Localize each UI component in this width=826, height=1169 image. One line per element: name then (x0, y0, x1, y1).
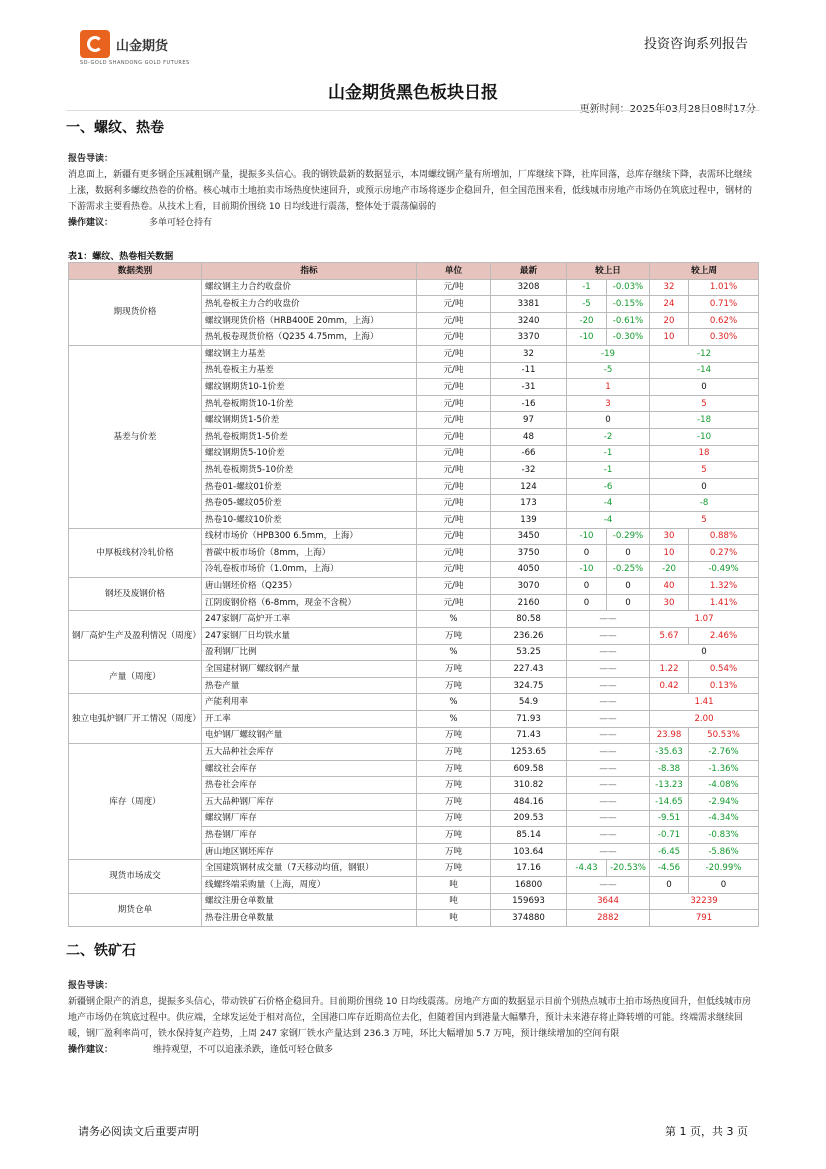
day-change-cell: -10 (567, 528, 607, 545)
unit-cell: 元/吨 (417, 495, 491, 512)
latest-cell: 53.25 (491, 644, 567, 661)
week-change-cell: -18 (650, 412, 759, 429)
category-cell: 基差与价差 (69, 345, 202, 528)
day-change-cell: 1 (567, 379, 650, 396)
week-change-pct-cell: 1.01% (689, 279, 759, 296)
unit-cell: 万吨 (417, 677, 491, 694)
table-row (69, 744, 759, 761)
category-cell: 钢坯及废钢价格 (69, 578, 202, 611)
indicator-cell: 全国建筑钢材成交量（7天移动均值，钢银） (202, 860, 417, 877)
indicator-cell: 螺纹钢主力基差 (202, 345, 417, 362)
day-change-cell: —— (567, 744, 650, 761)
table-row (69, 661, 759, 678)
day-change-cell: —— (567, 661, 650, 678)
indicator-cell: 热卷注册仓单数量 (202, 910, 417, 927)
day-change-pct-cell: 0 (607, 578, 650, 595)
indicator-cell: 热卷社会库存 (202, 777, 417, 794)
day-change-cell: 0 (567, 545, 607, 562)
latest-cell: 17.16 (491, 860, 567, 877)
indicator-cell: 热轧卷板主力基差 (202, 362, 417, 379)
week-change-pct-cell: 50.53% (689, 727, 759, 744)
week-change-cell: 18 (650, 445, 759, 462)
unit-cell: % (417, 694, 491, 711)
day-change-cell: 3 (567, 395, 650, 412)
indicator-cell: 247家钢厂日均铁水量 (202, 628, 417, 645)
table-row (69, 279, 759, 296)
indicator-cell: 螺纹钢厂库存 (202, 810, 417, 827)
indicator-cell: 热轧卷板主力合约收盘价 (202, 296, 417, 313)
week-change-cell: -13.23 (650, 777, 689, 794)
day-change-cell: -5 (567, 362, 650, 379)
category-cell: 中厚板线材冷轧价格 (69, 528, 202, 578)
day-change-cell: -4.43 (567, 860, 607, 877)
unit-cell: 元/吨 (417, 428, 491, 445)
table-row (69, 528, 759, 545)
latest-cell: 16800 (491, 876, 567, 893)
unit-cell: 元/吨 (417, 312, 491, 329)
indicator-cell: 热卷钢厂库存 (202, 827, 417, 844)
latest-cell: 80.58 (491, 611, 567, 628)
latest-cell: 4050 (491, 561, 567, 578)
latest-cell: 32 (491, 345, 567, 362)
week-change-pct-cell: 1.41% (689, 594, 759, 611)
indicator-cell: 螺纹钢主力合约收盘价 (202, 279, 417, 296)
latest-cell: 85.14 (491, 827, 567, 844)
week-change-cell: 791 (650, 910, 759, 927)
day-change-cell: -5 (567, 296, 607, 313)
unit-cell: 万吨 (417, 727, 491, 744)
latest-cell: 173 (491, 495, 567, 512)
day-change-cell: 3644 (567, 893, 650, 910)
table-header-row (69, 263, 759, 280)
unit-cell: 元/吨 (417, 362, 491, 379)
table-caption: 表1：螺纹、热卷相关数据 (68, 252, 174, 262)
week-change-pct-cell: 2.46% (689, 628, 759, 645)
header-vs-prev-week: 较上周 (650, 263, 759, 280)
logo-text: 山金期货 (116, 38, 169, 54)
week-change-pct-cell: 1.32% (689, 578, 759, 595)
unit-cell: 元/吨 (417, 561, 491, 578)
week-change-cell: 23.98 (650, 727, 689, 744)
unit-cell: 万吨 (417, 843, 491, 860)
category-cell: 产量（周度） (69, 661, 202, 694)
category-cell: 期现货价格 (69, 279, 202, 345)
week-change-pct-cell: 0.71% (689, 296, 759, 313)
unit-cell: 吨 (417, 910, 491, 927)
latest-cell: 484.16 (491, 794, 567, 811)
page-number: 第 1 页，共 3 页 (665, 1125, 748, 1138)
latest-cell: 3208 (491, 279, 567, 296)
week-change-pct-cell: -1.36% (689, 760, 759, 777)
advice-label: 操作建议： (68, 1045, 114, 1055)
unit-cell: 万吨 (417, 777, 491, 794)
day-change-cell: —— (567, 677, 650, 694)
week-change-cell: -8.38 (650, 760, 689, 777)
indicator-cell: 盈利钢厂比例 (202, 644, 417, 661)
latest-cell: 3370 (491, 329, 567, 346)
latest-cell: 48 (491, 428, 567, 445)
week-change-cell: -8 (650, 495, 759, 512)
unit-cell: 元/吨 (417, 478, 491, 495)
latest-cell: -16 (491, 395, 567, 412)
day-change-pct-cell: -0.25% (607, 561, 650, 578)
page-title: 山金期货黑色板块日报 (328, 83, 498, 103)
day-change-cell: 0 (567, 594, 607, 611)
day-change-cell: -4 (567, 495, 650, 512)
unit-cell: 元/吨 (417, 279, 491, 296)
week-change-cell: -0.71 (650, 827, 689, 844)
table-row (69, 893, 759, 910)
guide-text: 新疆钢企限产的消息，提振多头信心，带动铁矿石价格企稳回升。目前期价围绕 10 日均线震荡。房地产方面的数据显示目前个别热点城市土拍市场热度回升，但低线城市房地产市场仍在筑底过程中。供应端，全球发运处于相对高位，全国港口库存近期高位去化，但随着国内到港量大幅攀升，预计未来港存将止降转增的可能。终端需求继续回暖，钢厂盈利率尚可，铁水保持复产趋势，上周 247 家钢厂铁水产量达到 236.3 万吨，环比大幅增加 5.7 万吨，预计继续增加的空间有限 (68, 997, 752, 1039)
section-heading-iron-ore: 二、铁矿石 (66, 943, 136, 959)
day-change-cell: —— (567, 827, 650, 844)
unit-cell: 万吨 (417, 661, 491, 678)
indicator-cell: 螺纹钢期货10-1价差 (202, 379, 417, 396)
day-change-pct-cell: -0.29% (607, 528, 650, 545)
indicator-cell: 五大品种钢厂库存 (202, 794, 417, 811)
rebar-coil-data-table (68, 262, 759, 927)
indicator-cell: 普碳中板市场价（8mm，上海） (202, 545, 417, 562)
indicator-cell: 电炉钢厂螺纹钢产量 (202, 727, 417, 744)
week-change-cell: 1.07 (650, 611, 759, 628)
category-cell: 现货市场成交 (69, 860, 202, 893)
week-change-pct-cell: 0.13% (689, 677, 759, 694)
table-row (69, 694, 759, 711)
header-category: 数据类别 (69, 263, 202, 280)
week-change-cell: 1.41 (650, 694, 759, 711)
week-change-pct-cell: -0.83% (689, 827, 759, 844)
week-change-cell: 0 (650, 379, 759, 396)
unit-cell: 元/吨 (417, 545, 491, 562)
week-change-cell: 10 (650, 329, 689, 346)
unit-cell: 万吨 (417, 628, 491, 645)
indicator-cell: 开工率 (202, 711, 417, 728)
week-change-cell: -10 (650, 428, 759, 445)
table-row (69, 578, 759, 595)
unit-cell: 万吨 (417, 827, 491, 844)
unit-cell: 元/吨 (417, 345, 491, 362)
indicator-cell: 热轧卷板期货1-5价差 (202, 428, 417, 445)
latest-cell: 3070 (491, 578, 567, 595)
day-change-cell: -4 (567, 511, 650, 528)
week-change-pct-cell: -20.99% (689, 860, 759, 877)
week-change-pct-cell: 0.62% (689, 312, 759, 329)
header-indicator: 指标 (202, 263, 417, 280)
category-cell: 期货仓单 (69, 893, 202, 926)
day-change-cell: —— (567, 876, 650, 893)
week-change-cell: 0 (650, 644, 759, 661)
table-row (69, 345, 759, 362)
latest-cell: 310.82 (491, 777, 567, 794)
week-change-cell: -14 (650, 362, 759, 379)
table-row (69, 611, 759, 628)
week-change-pct-cell: 0.54% (689, 661, 759, 678)
day-change-cell: —— (567, 777, 650, 794)
unit-cell: 吨 (417, 876, 491, 893)
latest-cell: 227.43 (491, 661, 567, 678)
latest-cell: 71.93 (491, 711, 567, 728)
day-change-cell: -19 (567, 345, 650, 362)
unit-cell: 元/吨 (417, 296, 491, 313)
week-change-cell: 20 (650, 312, 689, 329)
section-heading-rebar: 一、螺纹、热卷 (66, 120, 164, 136)
category-cell: 库存（周度） (69, 744, 202, 860)
unit-cell: 吨 (417, 893, 491, 910)
latest-cell: -31 (491, 379, 567, 396)
day-change-cell: —— (567, 794, 650, 811)
indicator-cell: 热卷10-螺纹10价差 (202, 511, 417, 528)
indicator-cell: 全国建材钢厂螺纹钢产量 (202, 661, 417, 678)
week-change-cell: 5 (650, 462, 759, 479)
day-change-pct-cell: -20.53% (607, 860, 650, 877)
advice-label: 操作建议： (68, 218, 114, 228)
update-time: 更新时间：2025年03月28日08时17分 (579, 104, 756, 115)
unit-cell: 万吨 (417, 810, 491, 827)
report-series: 投资咨询系列报告 (643, 37, 748, 52)
day-change-cell: -20 (567, 312, 607, 329)
unit-cell: 元/吨 (417, 578, 491, 595)
latest-cell: -11 (491, 362, 567, 379)
latest-cell: 374880 (491, 910, 567, 927)
table-row (69, 860, 759, 877)
week-change-cell: -9.51 (650, 810, 689, 827)
week-change-cell: 32239 (650, 893, 759, 910)
latest-cell: 54.9 (491, 694, 567, 711)
indicator-cell: 线螺终端采购量（上海，周度） (202, 876, 417, 893)
logo-mark-icon (80, 30, 110, 58)
day-change-cell: -1 (567, 445, 650, 462)
day-change-cell: —— (567, 711, 650, 728)
unit-cell: 元/吨 (417, 329, 491, 346)
guide-label: 报告导读： (68, 981, 114, 991)
latest-cell: -32 (491, 462, 567, 479)
week-change-pct-cell: -5.86% (689, 843, 759, 860)
category-cell: 独立电弧炉钢厂开工情况（周度） (69, 694, 202, 744)
unit-cell: 元/吨 (417, 511, 491, 528)
indicator-cell: 产能利用率 (202, 694, 417, 711)
week-change-pct-cell: 0 (689, 876, 759, 893)
week-change-cell: 24 (650, 296, 689, 313)
guide-label: 报告导读： (68, 154, 114, 164)
indicator-cell: 热轧板卷现货价格（Q235 4.75mm，上海） (202, 329, 417, 346)
unit-cell: % (417, 611, 491, 628)
day-change-cell: 2882 (567, 910, 650, 927)
unit-cell: 元/吨 (417, 412, 491, 429)
week-change-cell: 40 (650, 578, 689, 595)
indicator-cell: 螺纹钢现货价格（HRB400E 20mm，上海） (202, 312, 417, 329)
unit-cell: 元/吨 (417, 528, 491, 545)
day-change-pct-cell: 0 (607, 594, 650, 611)
guide-text: 消息面上，新疆有更多钢企压减粗钢产量，提振多头信心。我的钢铁最新的数据显示，本周螺纹钢产量有所增加，厂库继续下降，社库回落，总库存继续下降，表需环比继续上涨，数据利多螺纹热卷的价格。核心城市土地拍卖市场热度快速回升，或预示房地产市场将逐步企稳回升，但全国范围来看，低线城市房地产市场仍在筑底过程中，钢材的下游需求主要看热卷。从技术上看，目前期价围绕 10 日均线进行震荡，整体处于震荡偏弱的 (68, 170, 753, 212)
indicator-cell: 热卷01-螺纹01价差 (202, 478, 417, 495)
week-change-cell: 30 (650, 528, 689, 545)
day-change-cell: —— (567, 760, 650, 777)
week-change-cell: -4.56 (650, 860, 689, 877)
day-change-pct-cell: -0.15% (607, 296, 650, 313)
day-change-cell: —— (567, 628, 650, 645)
latest-cell: 2160 (491, 594, 567, 611)
week-change-cell: 0 (650, 876, 689, 893)
indicator-cell: 热轧卷板期货10-1价差 (202, 395, 417, 412)
indicator-cell: 螺纹钢期货1-5价差 (202, 412, 417, 429)
day-change-cell: 0 (567, 578, 607, 595)
day-change-cell: -6 (567, 478, 650, 495)
advice-text: 维持观望，不可以追涨杀跌，逢低可轻仓做多 (153, 1045, 334, 1055)
week-change-cell: 2.00 (650, 711, 759, 728)
latest-cell: 3240 (491, 312, 567, 329)
indicator-cell: 热卷产量 (202, 677, 417, 694)
day-change-pct-cell: 0 (607, 545, 650, 562)
week-change-cell: 0 (650, 478, 759, 495)
week-change-cell: -35.63 (650, 744, 689, 761)
week-change-pct-cell: 0.27% (689, 545, 759, 562)
report-guide-rebar (68, 151, 758, 231)
unit-cell: 元/吨 (417, 594, 491, 611)
indicator-cell: 螺纹社会库存 (202, 760, 417, 777)
day-change-cell: -1 (567, 462, 650, 479)
day-change-cell: —— (567, 810, 650, 827)
report-guide-iron-ore (68, 978, 758, 1058)
latest-cell: 1253.65 (491, 744, 567, 761)
latest-cell: 3750 (491, 545, 567, 562)
latest-cell: 209.53 (491, 810, 567, 827)
unit-cell: 元/吨 (417, 395, 491, 412)
unit-cell: 万吨 (417, 794, 491, 811)
week-change-pct-cell: -4.08% (689, 777, 759, 794)
category-cell: 钢厂高炉生产及盈利情况（周度） (69, 611, 202, 661)
day-change-cell: -1 (567, 279, 607, 296)
latest-cell: -66 (491, 445, 567, 462)
latest-cell: 3381 (491, 296, 567, 313)
unit-cell: 万吨 (417, 744, 491, 761)
week-change-pct-cell: -2.94% (689, 794, 759, 811)
week-change-cell: 5 (650, 511, 759, 528)
week-change-pct-cell: 0.88% (689, 528, 759, 545)
header-vs-prev-day: 较上日 (567, 263, 650, 280)
week-change-cell: 5.67 (650, 628, 689, 645)
week-change-pct-cell: -4.34% (689, 810, 759, 827)
day-change-pct-cell: -0.30% (607, 329, 650, 346)
day-change-cell: -2 (567, 428, 650, 445)
indicator-cell: 热轧卷板期货5-10价差 (202, 462, 417, 479)
week-change-cell: -20 (650, 561, 689, 578)
logo-subtitle: SD-GOLD SHANDONG GOLD FUTURES (80, 60, 190, 66)
indicator-cell: 热卷05-螺纹05价差 (202, 495, 417, 512)
header-unit: 单位 (417, 263, 491, 280)
indicator-cell: 螺纹钢期货5-10价差 (202, 445, 417, 462)
week-change-cell: -14.65 (650, 794, 689, 811)
header-divider (66, 110, 760, 111)
latest-cell: 124 (491, 478, 567, 495)
day-change-cell: —— (567, 727, 650, 744)
day-change-cell: —— (567, 694, 650, 711)
week-change-cell: -12 (650, 345, 759, 362)
latest-cell: 324.75 (491, 677, 567, 694)
day-change-cell: —— (567, 611, 650, 628)
indicator-cell: 江阴废钢价格（6-8mm，现金不含税） (202, 594, 417, 611)
latest-cell: 139 (491, 511, 567, 528)
latest-cell: 103.64 (491, 843, 567, 860)
day-change-cell: —— (567, 843, 650, 860)
day-change-cell: -10 (567, 329, 607, 346)
week-change-cell: 0.42 (650, 677, 689, 694)
unit-cell: 元/吨 (417, 462, 491, 479)
unit-cell: % (417, 644, 491, 661)
week-change-cell: 5 (650, 395, 759, 412)
unit-cell: 元/吨 (417, 445, 491, 462)
indicator-cell: 冷轧卷板市场价（1.0mm，上海） (202, 561, 417, 578)
latest-cell: 236.26 (491, 628, 567, 645)
day-change-cell: 0 (567, 412, 650, 429)
company-logo (80, 30, 168, 58)
week-change-cell: -6.45 (650, 843, 689, 860)
footer-disclaimer: 请务必阅读文后重要声明 (78, 1125, 199, 1138)
week-change-pct-cell: -0.49% (689, 561, 759, 578)
indicator-cell: 唐山地区钢坯库存 (202, 843, 417, 860)
indicator-cell: 线材市场价（HPB300 6.5mm，上海） (202, 528, 417, 545)
week-change-cell: 10 (650, 545, 689, 562)
day-change-pct-cell: -0.03% (607, 279, 650, 296)
unit-cell: 万吨 (417, 860, 491, 877)
latest-cell: 609.58 (491, 760, 567, 777)
week-change-pct-cell: 0.30% (689, 329, 759, 346)
week-change-pct-cell: -2.76% (689, 744, 759, 761)
day-change-pct-cell: -0.61% (607, 312, 650, 329)
unit-cell: % (417, 711, 491, 728)
indicator-cell: 247家钢厂高炉开工率 (202, 611, 417, 628)
latest-cell: 3450 (491, 528, 567, 545)
day-change-cell: -10 (567, 561, 607, 578)
unit-cell: 万吨 (417, 760, 491, 777)
unit-cell: 元/吨 (417, 379, 491, 396)
week-change-cell: 1.22 (650, 661, 689, 678)
indicator-cell: 五大品种社会库存 (202, 744, 417, 761)
advice-text: 多单可轻仓持有 (149, 218, 213, 228)
indicator-cell: 螺纹注册仓单数量 (202, 893, 417, 910)
week-change-cell: 32 (650, 279, 689, 296)
header-latest: 最新 (491, 263, 567, 280)
latest-cell: 159693 (491, 893, 567, 910)
indicator-cell: 唐山钢坯价格（Q235） (202, 578, 417, 595)
latest-cell: 71.43 (491, 727, 567, 744)
week-change-cell: 30 (650, 594, 689, 611)
latest-cell: 97 (491, 412, 567, 429)
day-change-cell: —— (567, 644, 650, 661)
